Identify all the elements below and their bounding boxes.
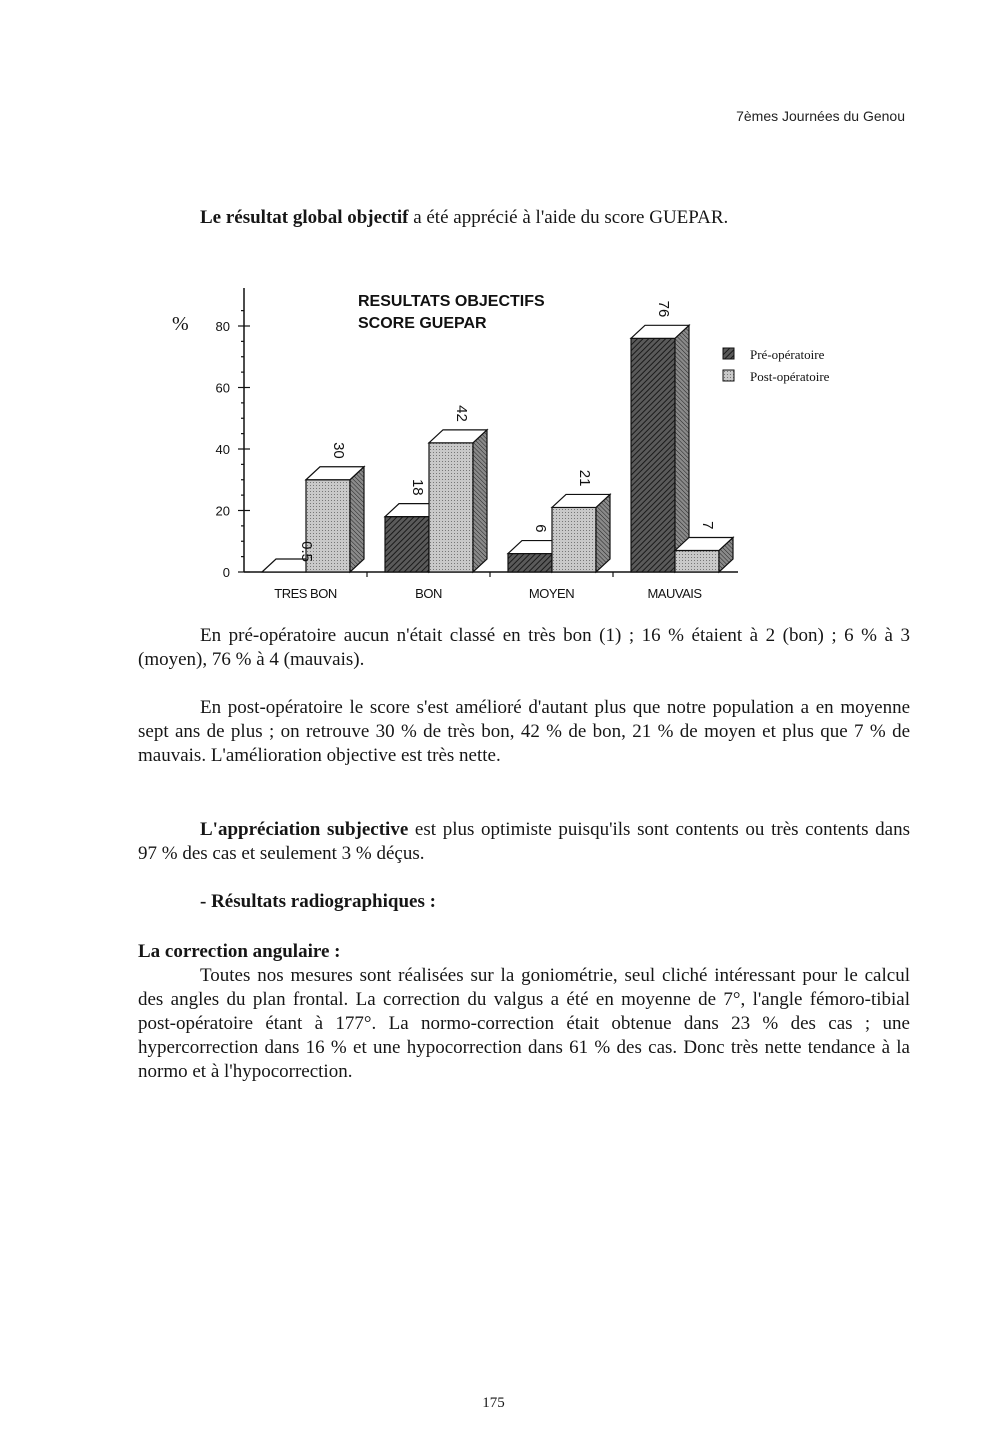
- paragraph-subjective: [138, 818, 910, 866]
- bar-extra-label: 0.5: [298, 541, 315, 562]
- bar-front-face: [675, 550, 719, 572]
- bar-value-label: 18: [409, 478, 426, 496]
- intro-bold: Le résultat global objectif: [200, 207, 409, 228]
- bar-side-face: [473, 430, 487, 572]
- bar-chart: [160, 278, 870, 608]
- bar-preop: [631, 325, 689, 572]
- x-category-label: BON: [415, 586, 442, 601]
- bar-postop: [552, 494, 610, 572]
- page-number: 175: [482, 1395, 505, 1411]
- y-axis-label: %: [172, 313, 189, 335]
- paragraph-postop: En post-opératoire le score s'est amélioré d'autant plus que notre population a en moyenne sept ans de plus ; on retrouve 30 % de très bon, 42 % de bon, 21 % de moyen et plus que 7 % de mauvais. L'amélioration objective est très nette.: [138, 697, 910, 766]
- bar-value-label: 7: [699, 521, 716, 530]
- x-category-label: MAUVAIS: [647, 586, 702, 601]
- bar-value-label: 30: [330, 442, 347, 459]
- bar-front-face: [385, 517, 429, 572]
- legend-label-post: Post-opératoire: [750, 369, 830, 384]
- legend-swatch-pre: [723, 348, 734, 359]
- y-tick-label: 0: [222, 565, 230, 580]
- paragraph-angular-correction: Toutes nos mesures sont réalisées sur la goniométrie, seul cliché intéressant pour le calcul des angles du plan frontal. La correction du valgus a été en moyenne de 7°, l'angle fémoro-tibial post-opératoire étant à 177°. La normo-correction était obtenue dans 23 % des cas ; une hypercorrection dans 16 % et une hypocorrection dans 61 % des cas. Donc très nette tendance à la normo et à l'hypocorrection.: [138, 965, 910, 1082]
- legend: [723, 347, 830, 384]
- x-category-label: MOYEN: [528, 586, 575, 601]
- legend-label-pre: Pré-opératoire: [750, 347, 825, 362]
- bar-front-face: [508, 554, 552, 572]
- y-tick-label: 80: [215, 319, 230, 334]
- bar-value-label: 6: [532, 524, 549, 533]
- chart-title-line1: RESULTATS OBJECTIFS: [358, 293, 545, 310]
- running-header: 7èmes Journées du Genou: [736, 108, 905, 124]
- subjective-bold: L'appréciation subjective: [200, 819, 409, 840]
- bar-postop: [429, 430, 487, 572]
- intro-rest: a été apprécié à l'aide du score GUEPAR.: [408, 207, 729, 228]
- y-tick-label: 40: [215, 442, 230, 457]
- y-tick-label: 60: [215, 380, 230, 396]
- bar-side-face: [675, 325, 689, 572]
- bar-postop: [675, 537, 733, 572]
- bar-front-face: [552, 507, 596, 572]
- section-heading-radiographic: - Résultats radiographiques :: [200, 891, 436, 912]
- paragraph-preop: En pré-opératoire aucun n'était classé en très bon (1) ; 16 % étaient à 2 (bon) ; 6 % à 3 (moyen), 76 % à 4 (mauvais).: [138, 625, 910, 670]
- bar-value-label: 42: [453, 405, 470, 422]
- intro-paragraph: [200, 206, 900, 230]
- legend-swatch-post: [723, 370, 734, 381]
- bar-value-label: 21: [576, 469, 593, 487]
- bar-front-face: [631, 338, 675, 572]
- bar-value-label: 76: [655, 300, 672, 318]
- subheading-angular-correction: La correction angulaire :: [138, 941, 341, 962]
- bar-front-face: [429, 443, 473, 572]
- subjective-rest: est plus optimiste puisqu'ils sont contents ou très contents dans 97 % des cas et seulement 3 % déçus.: [138, 819, 910, 864]
- x-category-label: TRES BON: [274, 586, 337, 601]
- chart-title-line2: SCORE GUEPAR: [358, 315, 487, 332]
- bar-side-face: [350, 467, 364, 572]
- y-tick-label: 20: [215, 503, 230, 519]
